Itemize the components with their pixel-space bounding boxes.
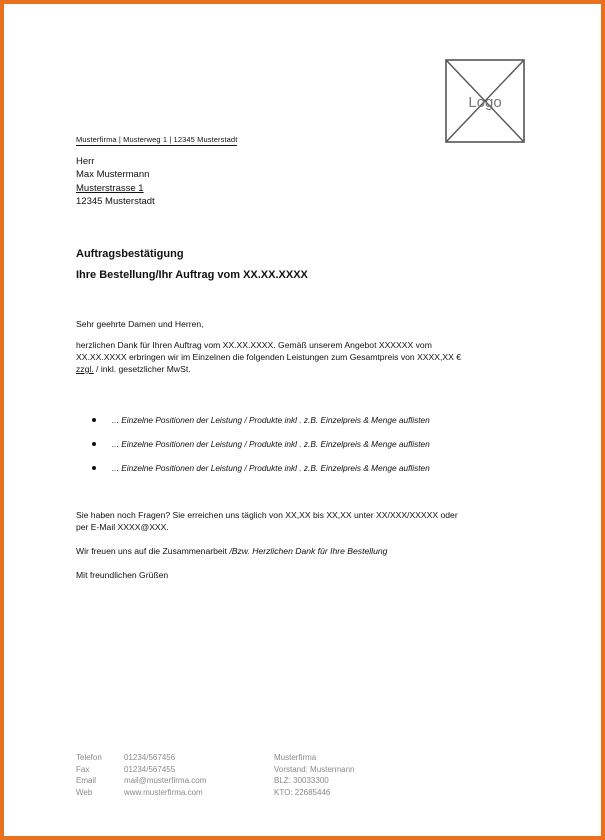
questions-paragraph — [76, 509, 546, 533]
footer-values — [124, 752, 206, 798]
thanks-text: Wir freuen uns auf die Zusammenarbeit — [76, 546, 230, 556]
footer-board: Vorstand: Mustermann — [274, 764, 355, 774]
body-line-1: herzlichen Dank für Ihren Auftrag vom XX.XX.XXXX. Gemäß unserem Angebot XXXXXX vom — [76, 340, 432, 350]
thanks-alt-text: /Bzw. Herzlichen Dank für Ihre Bestellung — [229, 546, 388, 556]
body-line-2: XX.XX.XXXX erbringen wir im Einzelnen die folgenden Leistungen zum Gesamtpreis von XXXX,XX € — [76, 352, 462, 362]
body-line-3-zzgl: zzgl. — [76, 364, 94, 374]
footer-blz: BLZ: 30033300 — [274, 776, 329, 785]
recipient-street: Musterstrasse 1 — [76, 182, 144, 194]
body-salutation: Sehr geehrte Damen und Herren, — [76, 319, 204, 329]
footer-label-fax: Fax — [76, 764, 90, 774]
footer-company — [274, 752, 354, 798]
bullet-icon — [92, 466, 96, 470]
list-item — [92, 463, 430, 487]
list-item-text: ... Einzelne Positionen der Leistung / Produkte inkl . z.B. Einzelpreis & Menge auflisten — [112, 415, 430, 425]
subject-order-line: Ihre Bestellung/Ihr Auftrag vom XX.XX.XXXX — [76, 269, 308, 281]
sender-return-address: Musterfirma | Musterweg 1 | 12345 Musterstadt — [76, 135, 238, 144]
subject-title: Auftragsbestätigung — [76, 248, 184, 260]
footer-company-name: Musterfirma — [274, 753, 317, 762]
letter-body — [76, 318, 546, 375]
body-paragraph — [76, 339, 546, 375]
footer-label-web: Web — [76, 787, 93, 797]
footer-kto: KTO: 22685446 — [274, 787, 331, 797]
footer-email: mail@musterfirma.com — [124, 776, 207, 785]
list-item — [92, 415, 430, 439]
logo-placeholder — [445, 59, 525, 143]
letter-page — [4, 4, 601, 836]
thanks-paragraph — [76, 545, 546, 557]
greeting: Mit freundlichen Grüßen — [76, 570, 169, 580]
footer-label-email: Email — [76, 776, 97, 785]
list-item-text: ... Einzelne Positionen der Leistung / Produkte inkl . z.B. Einzelpreis & Menge auflisten — [112, 439, 430, 449]
recipient-city: 12345 Musterstadt — [76, 195, 155, 207]
closing-block — [76, 509, 546, 593]
bullet-icon — [92, 442, 96, 446]
position-list — [92, 415, 430, 487]
list-item-text: ... Einzelne Positionen der Leistung / Produkte inkl . z.B. Einzelpreis & Menge auflisten — [112, 463, 430, 473]
footer-label-phone: Telefon — [76, 753, 102, 762]
bullet-icon — [92, 418, 96, 422]
footer-fax: 01234/567455 — [124, 764, 176, 774]
list-item — [92, 439, 430, 463]
body-line-3-rest: / inkl. gesetzlicher MwSt. — [93, 364, 191, 374]
questions-line-1: Sie haben noch Fragen? Sie erreichen uns täglich von XX,XX bis XX,XX unter XX/XXX/XXXXX oder — [76, 510, 458, 520]
footer-phone: 01234/567456 — [124, 753, 176, 762]
logo-text: Logo — [468, 94, 502, 111]
footer-labels — [76, 752, 102, 798]
subject-block — [76, 244, 308, 286]
recipient-salutation: Herr — [76, 156, 95, 167]
recipient-address — [76, 155, 155, 208]
recipient-name: Max Mustermann — [76, 169, 150, 181]
footer-web: www.musterfirma.com — [124, 787, 203, 797]
questions-line-2: per E-Mail XXXX@XXX. — [76, 522, 169, 532]
